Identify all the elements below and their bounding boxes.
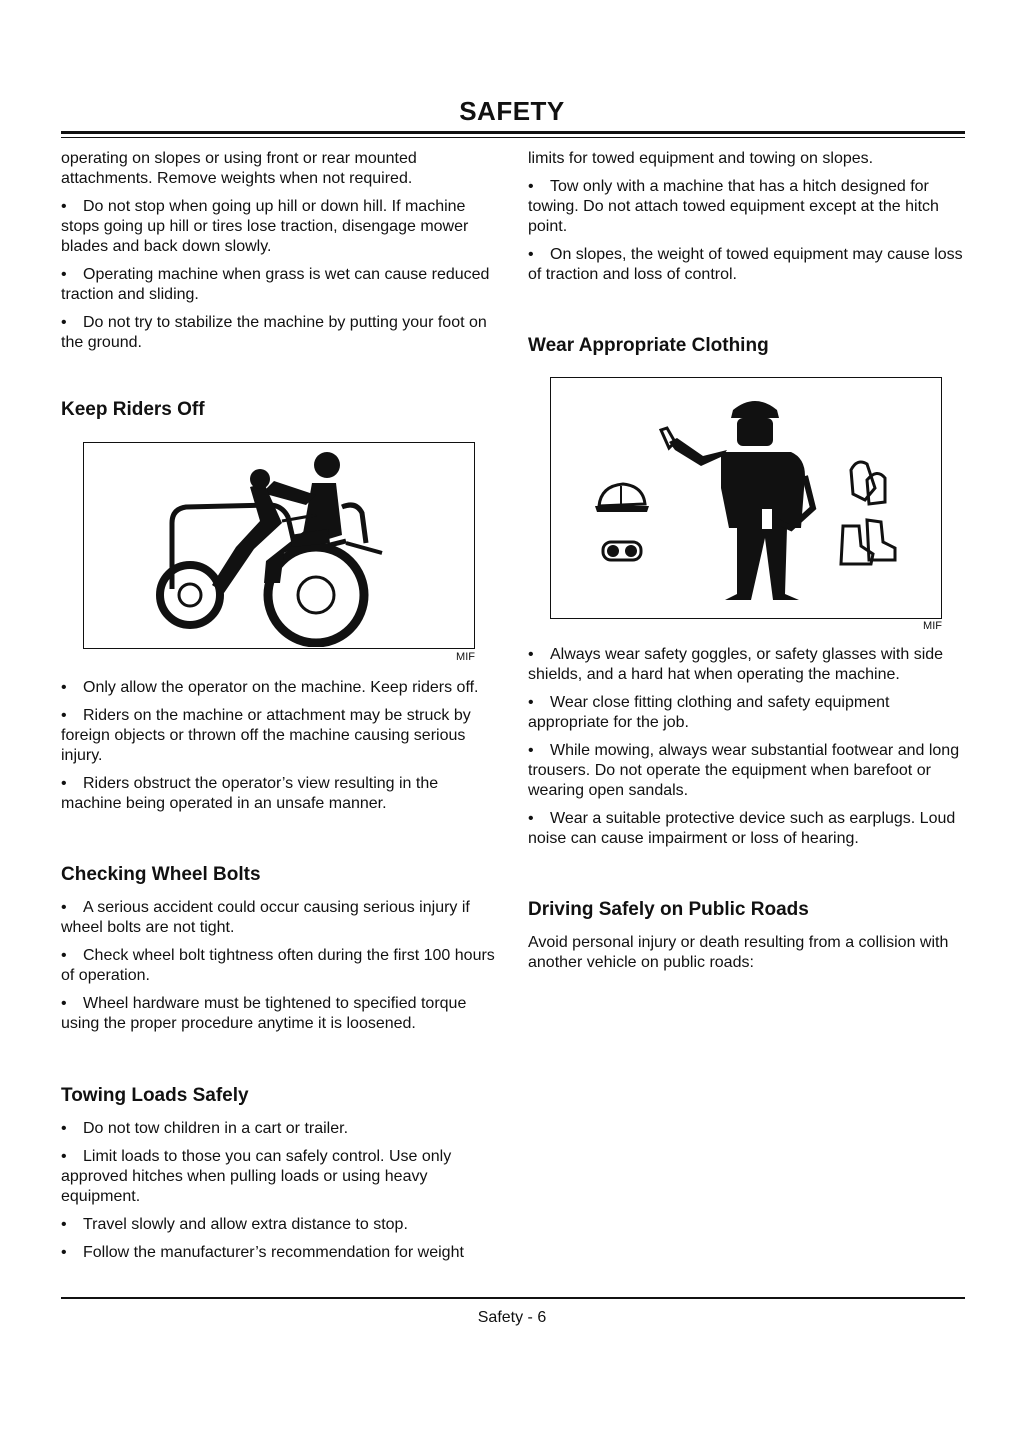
public-roads-text: Avoid personal injury or death resulting from a collision with another vehicle on public roads: <box>528 934 949 971</box>
wear-clothing-heading: Wear Appropriate Clothing <box>528 335 769 356</box>
towing-bullet: • Limit loads to those you can safely control. Use only approved hitches when pulling loads or using heavy equipment. <box>61 1148 452 1205</box>
towing-loads-heading: Towing Loads Safely <box>61 1085 249 1106</box>
slope-bullet: • Do not try to stabilize the machine by putting your foot on the ground. <box>61 314 487 351</box>
clothing-bullet: • Wear a suitable protective device such as earplugs. Loud noise can cause impairment or loss of hearing. <box>528 810 956 847</box>
worker-figure <box>661 401 813 600</box>
left-column <box>61 149 501 1271</box>
towing-bullet: • Do not tow children in a cart or trailer. <box>61 1120 349 1137</box>
goggles-icon <box>603 542 641 560</box>
protective-gear-illustration <box>551 378 940 617</box>
riders-bullet: • Riders obstruct the operator’s view resulting in the machine being operated in an unsafe manner. <box>61 775 439 812</box>
slope-intro-text: operating on slopes or using front or rear mounted attachments. Remove weights when not required. <box>61 150 417 187</box>
page-title: SAFETY <box>459 96 565 126</box>
header-rule-thin <box>61 137 965 138</box>
header-rule <box>61 131 965 134</box>
riders-bullet: • Only allow the operator on the machine. Keep riders off. <box>61 679 479 696</box>
wheel-bolts-bullet: • A serious accident could occur causing serious injury if wheel bolts are not tight. <box>61 899 470 936</box>
page-footer: Safety - 6 <box>477 1309 547 1326</box>
wheel-bolts-bullet: • Wheel hardware must be tightened to specified torque using the proper procedure anytime it is loosened. <box>61 995 467 1032</box>
keep-riders-off-heading: Keep Riders Off <box>61 399 205 420</box>
towing-bullet: • Tow only with a machine that has a hitch designed for towing. Do not attach towed equipment except at the hitch point. <box>528 178 939 235</box>
tractor-rider-illustration <box>84 443 473 647</box>
right-column <box>528 149 968 981</box>
clothing-figure-label: MIF <box>923 620 942 632</box>
slope-bullet: • Operating machine when grass is wet can cause reduced traction and sliding. <box>61 266 490 303</box>
rider-figure-label: MIF <box>456 651 475 663</box>
towing-bullet: • Travel slowly and allow extra distance to stop. <box>61 1216 408 1233</box>
checking-wheel-bolts-heading: Checking Wheel Bolts <box>61 864 261 885</box>
hard-hat-icon <box>595 484 649 512</box>
footer-rule <box>61 1297 965 1299</box>
wheel-bolts-bullet: • Check wheel bolt tightness often during the first 100 hours of operation. <box>61 947 495 984</box>
riders-bullet: • Riders on the machine or attachment may be struck by foreign objects or thrown off the machine causing serious injury. <box>61 707 471 764</box>
gloves-icon <box>851 462 885 504</box>
towing-bullet: • On slopes, the weight of towed equipment may cause loss of traction and loss of control. <box>528 246 963 283</box>
towing-limits-text: limits for towed equipment and towing on slopes. <box>528 150 874 167</box>
rider-warning-figure <box>83 442 475 649</box>
boots-icon <box>841 520 895 564</box>
public-roads-heading: Driving Safely on Public Roads <box>528 899 809 920</box>
towing-bullet: • Follow the manufacturer’s recommendation for weight <box>61 1244 464 1261</box>
clothing-bullet: • While mowing, always wear substantial footwear and long trousers. Do not operate the equipment when barefoot or wearing open sandals. <box>528 742 960 799</box>
clothing-bullet: • Always wear safety goggles, or safety glasses with side shields, and a hard hat when operating the machine. <box>528 646 944 683</box>
clothing-figure <box>550 377 942 619</box>
slope-bullet: • Do not stop when going up hill or down hill. If machine stops going up hill or tires lose traction, disengage mower blades and back down slowly. <box>61 198 469 255</box>
clothing-bullet: • Wear close fitting clothing and safety equipment appropriate for the job. <box>528 694 890 731</box>
